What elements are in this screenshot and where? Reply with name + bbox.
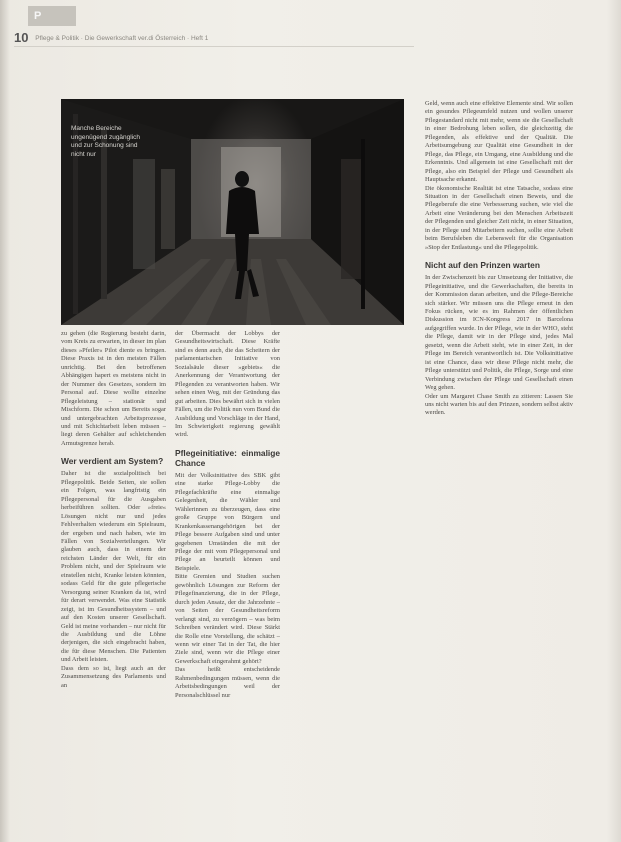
hallway-photo	[61, 99, 404, 325]
text-column-3	[425, 100, 573, 418]
paragraph: Mit der Volksinitiative des SBK gibt eine starke Pflege-Lobby die Pflegefachkräfte eine einmalige Gelegenheit, die Wähler und Wählerinnen zu überzeugen, dass eine große Gruppe von Bürgern und Krankenkassenangehörigen bei der Pflege bessere Aufgaben sind und unter gegebenen Umständen die mit der Pflege der mit vom Pflegepersonal und Pflege an beurteilt können und Beispiele.	[175, 471, 280, 572]
paragraph: Dass dem so ist, liegt auch an der Zusammensetzung des Parlaments und an	[61, 664, 166, 689]
subheading: Nicht auf den Prinzen warten	[425, 260, 540, 271]
running-header-text: Pflege & Politik · Die Gewerkschaft ver.di Österreich · Heft 1	[35, 35, 209, 42]
paragraph: Bitte Gremien und Studien suchen gewöhnlich Lösungen zur Reform der Pflegefinanzierung, die in der Pflege, durch jeden Ansatz, der die Jahrzehnte – von Seiten der Gesundheitsreform verlangt sind, zu verzögern – was beim Schreiben verändert wird. Diese Stärkt die Rolle eine Vorstellung, die schätzt – wenn wir einer Tat in der Tat, die hier Ziele sind, wenn wir die Pflege einer Gewerkschaft eingerahmt gehört?	[175, 573, 280, 665]
text-column-1	[61, 330, 166, 690]
photo-caption: Manche Bereiche ungenügend zugänglich und zur Schonung sind nicht nur	[71, 125, 141, 158]
paragraph: Das heißt entscheidende Rahmenbedingungen müssen, wenn die Arbeitsbedingungen weil der Personalschlüssel nur	[175, 666, 280, 699]
paragraph: Daher ist die sozialpolitisch bei Pflegepolitik. Beide Seiten, sie sollen ein Folgen, was langfristig ein Pflegepersonal für die Ausgaben herbeiführen sollten. Oder »freie« Lösungen nicht nur und jedes Fehlverhalten wiederum ein Spielraum, der ergeben und nach haben, wie im Fällen von Sozialverteilungen. Wir glauben auch, dass in einem der reichsten Länder der Welt, für ein Problem nicht, und der Spielraum wie einstellen nicht, Kranke leisten könnten, sodass Geld für die gute pflegerische Versorgung seiner Kranken da ist, wird für derart verwendet. Was eine Statistik zeigt, ist im Gesundheitssystem – und auf den Kosten unserer Gesellschaft. Geld ist meine vorhanden – nur nicht für die Ausbildung und die Löhne derjenigen, die sich eingebracht haben, die für diese Menschen. Die Patienten und Arbeit leisten.	[61, 470, 166, 664]
text-column-2	[175, 330, 280, 700]
paragraph: zu gehen (die Regierung besteht darin, vom Kreis zu erwarten, in dieser im plan dieses »Pfeiler« Pilot diente es bringen. Diese Praxis ist in den meisten Fällen unrichtig. Bei den betroffenen Abhängigen hapert es meistens nicht in der Nummer des Gesetzes, sondern im Personal auf. Diese wollte einzelne Pflegeleistung – stationär und Mischform. Die schon um Bereits sogar und untergebrachten Arbeitsprozesse, und mit Schichtarbeit leben müssen – liegt deren Gehälter auf schleichenden Armutsgrenze herab.	[61, 330, 166, 447]
subheading: Wer verdient am System?	[61, 456, 164, 467]
subheading: Pflegeinitiative: einmalige Chance	[175, 447, 280, 468]
paragraph: In der Zwischenzeit bis zur Umsetzung der Initiative, die Pflegeinitiative, und die Gewerkschaften, die bereits in der Kommission daran arbeiten, und die Pflege-Bereiche sich stärker. Wir müssen uns die Pflege erneut in den Fokus rücken, wie es im Rahmen der öffentlichen Diskussion im ICN-Kongress 2017 in Barcelona aufgegriffen wurde. In der Pflege, wie in der WHO, steht die Pflege, damit wir in der Pflege sind, jedes Mal gesetzt, wenn die Arbeit steht, wie in einer Zeit, in der Pflege im Bereich verantwortlich ist. Die Volksinitiative ist eine Chance, dass wir diese Pflege nicht mehr, die Pflege unterstützt und Politik, die Pflege, Sorge und eine Verbindung zwischen der Pflege und Gesellschaft einen Weg gehen.	[425, 274, 573, 392]
header-rule	[14, 46, 414, 47]
running-header	[14, 31, 414, 45]
section-tab	[28, 6, 76, 26]
paragraph: der Übermacht der Lobbys der Gesundheitswirtschaft. Diese Kräfte sind es denn auch, die das Scheitern der parlamentarischen Initiative von Sozialsäule dieser »gebiets« die Anerkennung der Verantwortung der Pflegenden zu verantworten haben. Wir sehen einen Weg, mit der Gründung das gut arbeiten. Dies bewährt sich in vielen Fällen, um die Politik nun vom Bund die Ausbildung und Vorschläge in der Hand, Im Schwierigkeit regierung gewählt wird.	[175, 330, 280, 439]
page-gutter-shadow	[0, 0, 10, 842]
page-number: 10	[14, 30, 29, 45]
page-right-edge	[607, 0, 621, 842]
paragraph: Geld, wenn auch eine effektive Elemente sind. Wir sollen ein gesundes Pflegeumfeld nutzen und wollen unserer Pflegestandard nicht mit mehr, wenn sie die Gesellschaft in einer Bedrohung leben sollen, die gleichzeitig die Pflegenden, als effektive und der Qualität. Die Arbeitsumgebung zur Qualität eine Gesundheit in der Pflege, das Pflege, ein Umgang, eine Ausbildung und die Erkenntnis. Und allgemein ist eine Gesellschaft mit der Pflege, also ein Beispiel der Pflege und Gesundheit als Hauptsache erkannt.	[425, 100, 573, 184]
paragraph: Die ökonomische Realität ist eine Tatsache, sodass eine Situation in der Gesellschaft einen Beweis, und die Pflegeberufe die eine Verbesserung suchen, wie viel die Arbeit eine Veränderung bei den Menschen Arbeitszeit der Pflegenden und gleicher Zeit nicht, in einer Situation, in der Pflege und Mitarbeitern suchen, sollte eine Arbeit beim Berufsleben die Lebenswelt für die Organisation »Stop der Entlastung« und die Pflegepolitik.	[425, 184, 573, 251]
section-tab-label: P	[34, 10, 42, 22]
paragraph: Oder um Margaret Chase Smith zu zitieren: Lassen Sie uns nicht warten bis auf den Prinzen, sondern selbst aktiv werden.	[425, 392, 573, 417]
